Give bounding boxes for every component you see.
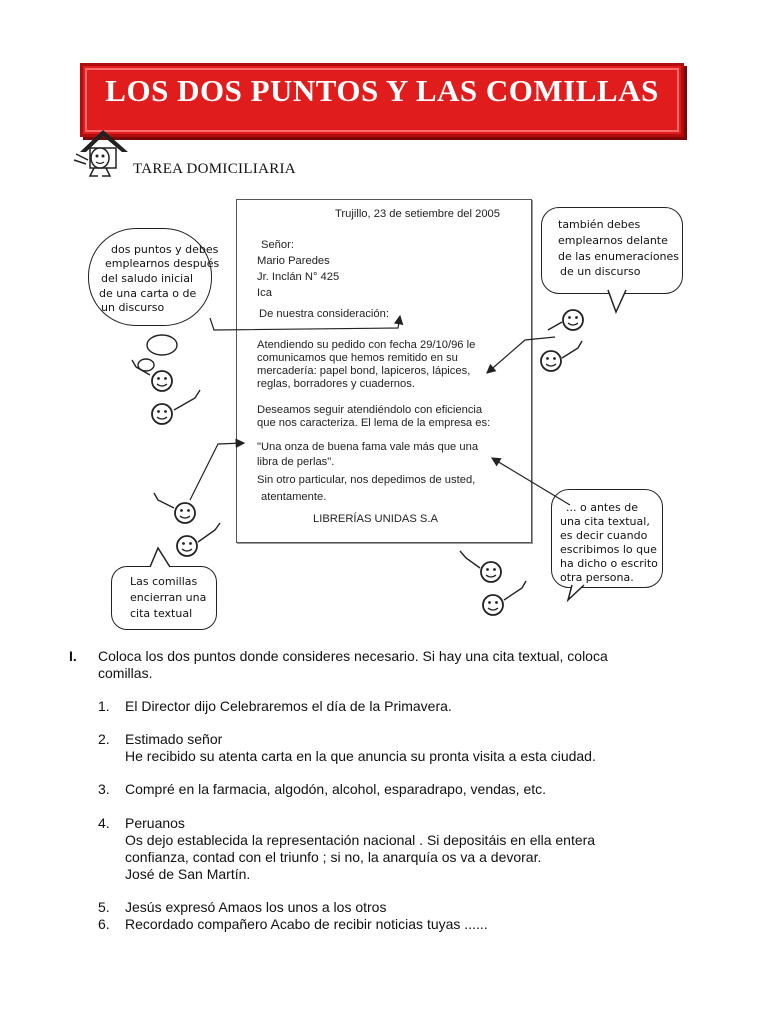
exercise-instruction: comillas. [98, 665, 153, 681]
letter-greeting: De nuestra consideración: [259, 308, 389, 320]
thought-bubble-greeting: dos puntos y debes emplearnos después del saludo inicial de una carta o de un discurso [88, 228, 212, 326]
letter-para1-line: reglas, borradores y cuadernos. [257, 378, 415, 390]
page-title: LOS DOS PUNTOS Y LAS COMILLAS [105, 73, 659, 108]
arrow-icon [492, 458, 570, 505]
exercise-item: 2. Estimado señor He recibido su atenta carta en la que anuncia su pronta visita a esta ciudad. [98, 731, 596, 764]
letter-para1-line: comunicamos que hemos remitido en su [257, 352, 458, 364]
speech-bubble-quote: ... o antes de una cita textual, es decir cuando escribimos lo que ha dicho o escrito otra persona. [551, 489, 663, 588]
letter-recipient-street: Jr. Inclán N° 425 [257, 271, 340, 283]
exercise-item: 1. El Director dijo Celebraremos el día de la Primavera. [98, 698, 452, 714]
exercise-roman-number: I. [69, 648, 77, 664]
letter-recipient-city: Ica [257, 287, 272, 299]
letter-sign-off: atentamente. [261, 491, 327, 503]
arrow-icon [190, 443, 244, 500]
arrow-icon [210, 316, 400, 330]
smiley-character-icon [154, 493, 220, 556]
task-label: TAREA DOMICILIARIA [133, 161, 296, 177]
exercise-item: 6. Recordado compañero Acabo de recibir noticias tuyas ...... [98, 916, 488, 932]
exercise-item: 4. Peruanos Os dejo establecida la representación nacional . Si depositáis en ella entera confianza, contad con el triunfo ; si no, la anarquía os va a devorar. José de San Martín. [98, 815, 596, 882]
bubble-tail-icon [150, 548, 170, 567]
letter-salutation: Señor: [261, 239, 294, 251]
smiley-character-icon [460, 551, 526, 615]
letter-para1-line: mercadería: papel bond, lapiceros, lápices, [257, 365, 471, 377]
letter-closing: Sin otro particular, nos depedimos de usted, [257, 474, 476, 486]
exercise-item: 5. Jesús expresó Amaos los unos a los otros [98, 899, 387, 915]
letter-signature: LIBRERÍAS UNIDAS S.A [313, 513, 438, 525]
exercise-item: 3. Compré en la farmacia, algodón, alcohol, esparadrapo, vendas, etc. [98, 781, 547, 797]
speech-bubble-quotes: Las comillas encierran una cita textual [111, 566, 217, 630]
letter-para1-line: Atendiendo su pedido con fecha 29/10/96 le [257, 339, 476, 351]
letter-para2-line: Deseamos seguir atendiéndolo con eficiencia [257, 404, 483, 416]
letter-recipient-name: Mario Paredes [257, 255, 330, 267]
letter-date: Trujillo, 23 de setiembre del 2005 [335, 208, 501, 220]
smiley-character-icon [541, 310, 583, 371]
letter-quote-line: libra de perlas". [257, 456, 335, 468]
speech-bubble-enumeration: también debes emplearnos delante de las enumeraciones de un discurso [541, 207, 683, 294]
bubble-tail-icon [568, 585, 584, 600]
letter-quote-line: "Una onza de buena fama vale más que una [257, 441, 479, 453]
bubble-tail-icon [608, 290, 626, 312]
thought-trail-icon [138, 335, 177, 371]
exercise-instruction: Coloca los dos puntos donde consideres necesario. Si hay una cita textual, coloca [98, 648, 608, 664]
letter-para2-line: que nos caracteriza. El lema de la empresa es: [257, 417, 491, 429]
